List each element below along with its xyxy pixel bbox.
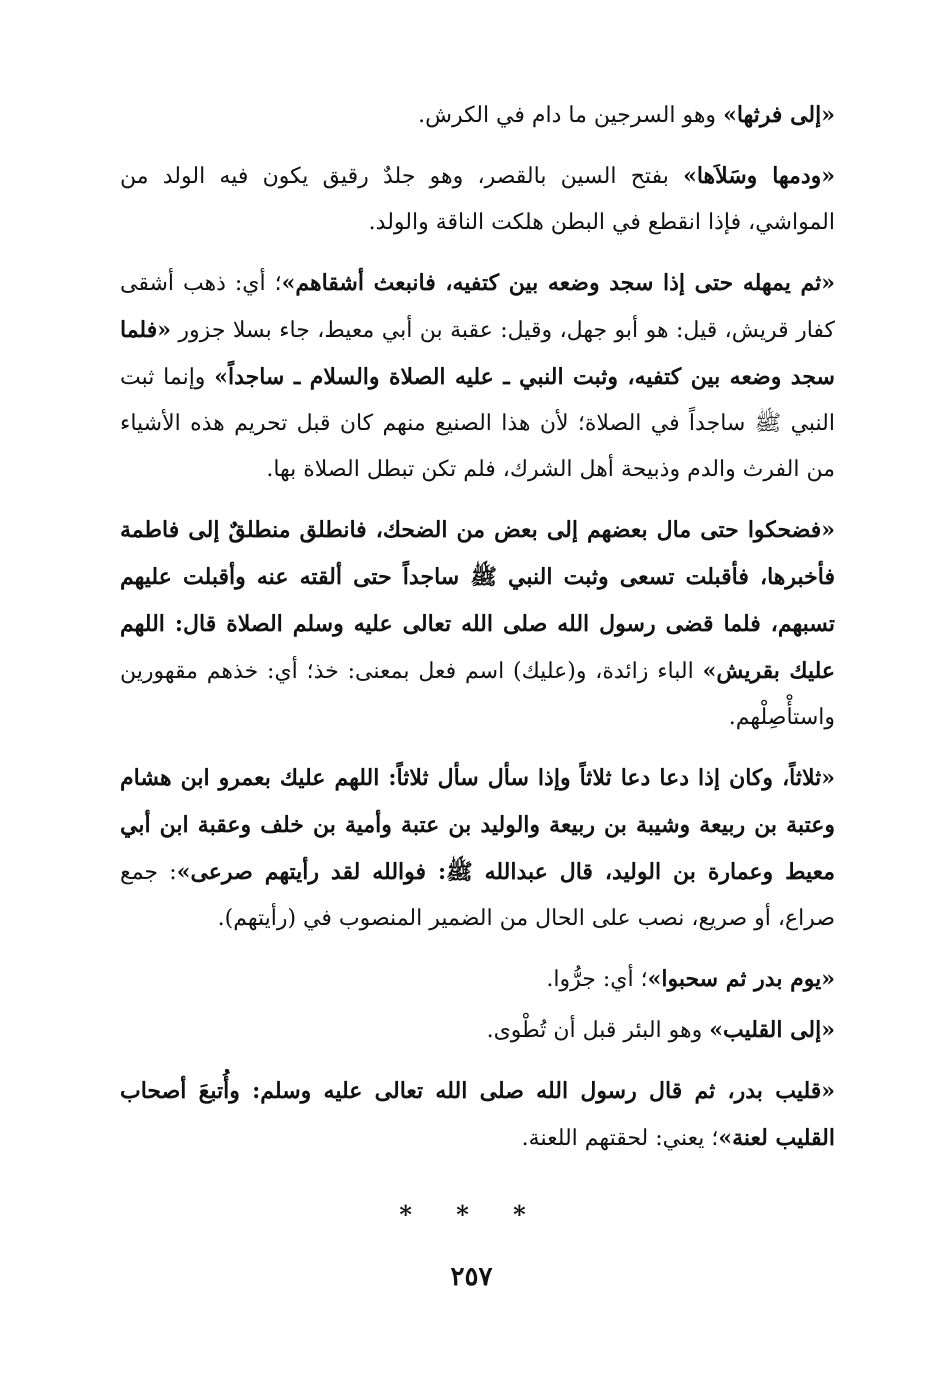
paragraph-5: [120, 755, 835, 942]
quote-text: «قليب بدر، ثم قال رسول الله صلى الله تعالى عليه وسلم: وأُتبعَ أصحاب القليب لعنة»: [120, 1078, 835, 1151]
quote-text: «يوم بدر ثم سحبوا»: [647, 966, 835, 992]
page-number: ٢٥٧: [450, 1262, 493, 1292]
commentary-text: ؛ أي: جرُّوا.: [546, 967, 648, 992]
paragraph-8: [120, 1068, 835, 1162]
paragraph-1: [120, 92, 835, 139]
quote-text: «إلى القليب»: [709, 1017, 835, 1043]
commentary-text: : جمع صراع، أو صريع، نصب على الحال من الضمير المنصوب في (رأيتهم).: [120, 860, 835, 931]
quote-text: «فلما سجد وضعه بين كتفيه، وثبت النبي ـ عليه الصلاة والسلام ـ ساجداً»: [120, 317, 835, 390]
quote-text: «فضحكوا حتى مال بعضهم إلى بعض من الضحك، فانطلق منطلقٌ إلى فاطمة فأخبرها، فأقبلت تسعى وثبت النبي ﷺ ساجداً حتى ألقته عنه وأقبلت عليهم تسبهم، فلما قضى رسول الله صلى الله تعالى عليه وسلم الصلاة قال: اللهم عليك بقريش»: [120, 517, 836, 684]
commentary-text: وهو البئر قبل أن تُطْوى.: [486, 1018, 710, 1043]
section-separator: * * *: [399, 1200, 544, 1229]
quote-text: «ثم يمهله حتى إذا سجد وضعه بين كتفيه، فانبعث أشقاهم»: [281, 270, 836, 296]
commentary-text: وإنما ثبت النبي ﷺ ساجداً في الصلاة؛ لأن هذا الصنيع منهم كان قبل تحريم هذه الأشياء من الفرث والدم وذبيحة أهل الشرك، فلم تكن تبطل الصلاة بها.: [120, 365, 835, 482]
commentary-text: وهو السرجين ما دام في الكرش.: [418, 103, 724, 128]
paragraph-6: [120, 956, 835, 1003]
commentary-text: ؛ أي: ذهب أشقى كفار قريش، قيل: هو أبو جهل، وقيل: عقبة بن أبي معيط، جاء بسلا جزور: [120, 271, 835, 343]
paragraph-3: [120, 260, 835, 493]
quote-text: «ودمها وسَلاَها»: [683, 163, 835, 189]
main-text: [120, 92, 835, 1176]
quote-text: «ثلاثاً، وكان إذا دعا دعا ثلاثاً وإذا سأل سأل ثلاثاً: اللهم عليك بعمرو ابن هشام وعتبة بن ربيعة وشيبة بن ربيعة والوليد بن عتبة وأمية بن خلف وعقبة ابن أبي معيط وعمارة بن الوليد، قال عبدالله ﷺ: فوالله لقد رأيتهم صرعى»: [120, 765, 835, 885]
quote-text: «إلى فرثها»: [723, 102, 835, 128]
paragraph-4: [120, 507, 835, 741]
paragraph-2: [120, 153, 835, 246]
commentary-text: بفتح السين بالقصر، وهو جلدٌ رقيق يكون فيه الولد من المواشي، فإذا انقطع في البطن هلكت الناقة والولد.: [120, 164, 835, 235]
commentary-text: ؛ يعني: لحقتهم اللعنة.: [521, 1126, 719, 1151]
commentary-text: الباء زائدة، و(عليك) اسم فعل بمعنى: خذ؛ أي: خذهم مقهورين واستأْصِلْهم.: [120, 659, 835, 730]
paragraph-7: [120, 1007, 835, 1054]
